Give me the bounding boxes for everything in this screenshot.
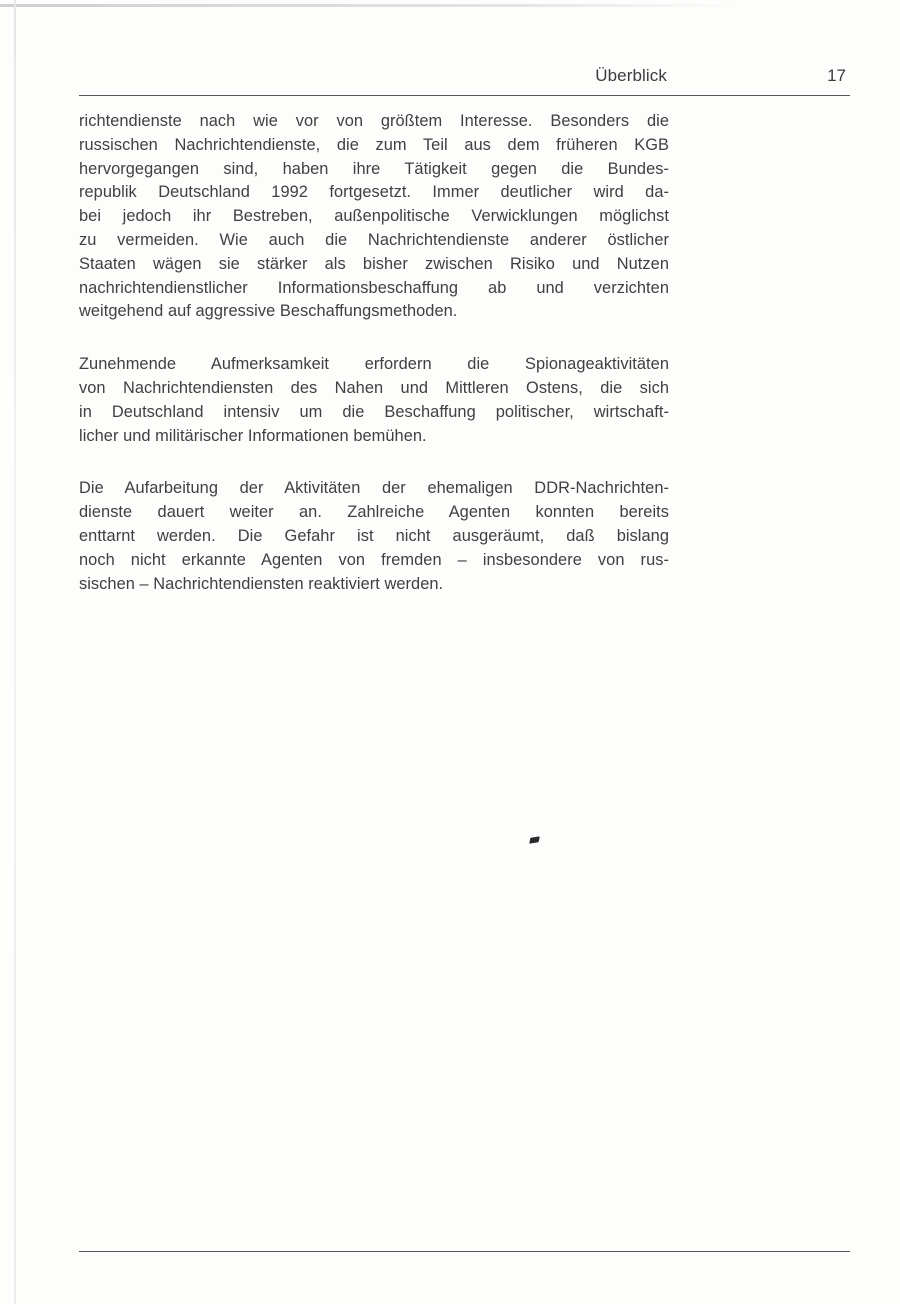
- header-rule: [79, 95, 850, 96]
- running-title: Überblick: [595, 66, 667, 85]
- text-line: richtendienste nach wie vor von größtem Interesse. Besonders die: [79, 112, 669, 130]
- text-line: Die Aufarbeitung der Aktivitäten der ehemaligen DDR-Nachrichten-: [79, 479, 669, 498]
- paragraph-1: [79, 110, 669, 324]
- text-line: sischen – Nachrichtendiensten reaktiviert werden.: [79, 574, 444, 593]
- text-line: russischen Nachrichtendienste, die zum Teil aus dem früheren KGB: [79, 135, 669, 154]
- text-line: hervorgegangen sind, haben ihre Tätigkeit gegen die Bundes-: [79, 159, 669, 178]
- paragraph-2: [79, 353, 669, 448]
- text-line: weitgehend auf aggressive Beschaffungsmethoden.: [79, 302, 458, 321]
- body-text: [79, 110, 669, 625]
- text-line: bei jedoch ihr Bestreben, außenpolitische Verwicklungen möglichst: [79, 207, 669, 226]
- scan-left-edge: [14, 0, 16, 1304]
- running-head: [79, 66, 850, 96]
- text-line: Zunehmende Aufmerksamkeit erfordern die Spionageaktivitäten: [79, 355, 669, 374]
- text-line: licher und militärischer Informationen bemühen.: [79, 426, 427, 445]
- text-line: zu vermeiden. Wie auch die Nachrichtendienste anderer östlicher: [79, 230, 669, 249]
- text-line: republik Deutschland 1992 fortgesetzt. Immer deutlicher wird da-: [79, 183, 669, 202]
- scan-top-edge: [0, 4, 740, 7]
- text-line: nachrichtendienstlicher Informationsbeschaffung ab und verzichten: [79, 278, 669, 297]
- scan-speck: [529, 836, 540, 843]
- text-line: von Nachrichtendiensten des Nahen und Mittleren Ostens, die sich: [79, 378, 669, 397]
- text-line: noch nicht erkannte Agenten von fremden – insbesondere von rus-: [79, 550, 669, 569]
- text-line: in Deutschland intensiv um die Beschaffung politischer, wirtschaft-: [79, 402, 669, 421]
- text-line: dienste dauert weiter an. Zahlreiche Agenten konnten bereits: [79, 503, 669, 522]
- text-line: enttarnt werden. Die Gefahr ist nicht ausgeräumt, daß bislang: [79, 526, 669, 545]
- text-line: Staaten wägen sie stärker als bisher zwischen Risiko und Nutzen: [79, 254, 669, 273]
- footer-rule: [79, 1251, 850, 1252]
- page-number: 17: [827, 66, 846, 85]
- paragraph-3: [79, 477, 669, 596]
